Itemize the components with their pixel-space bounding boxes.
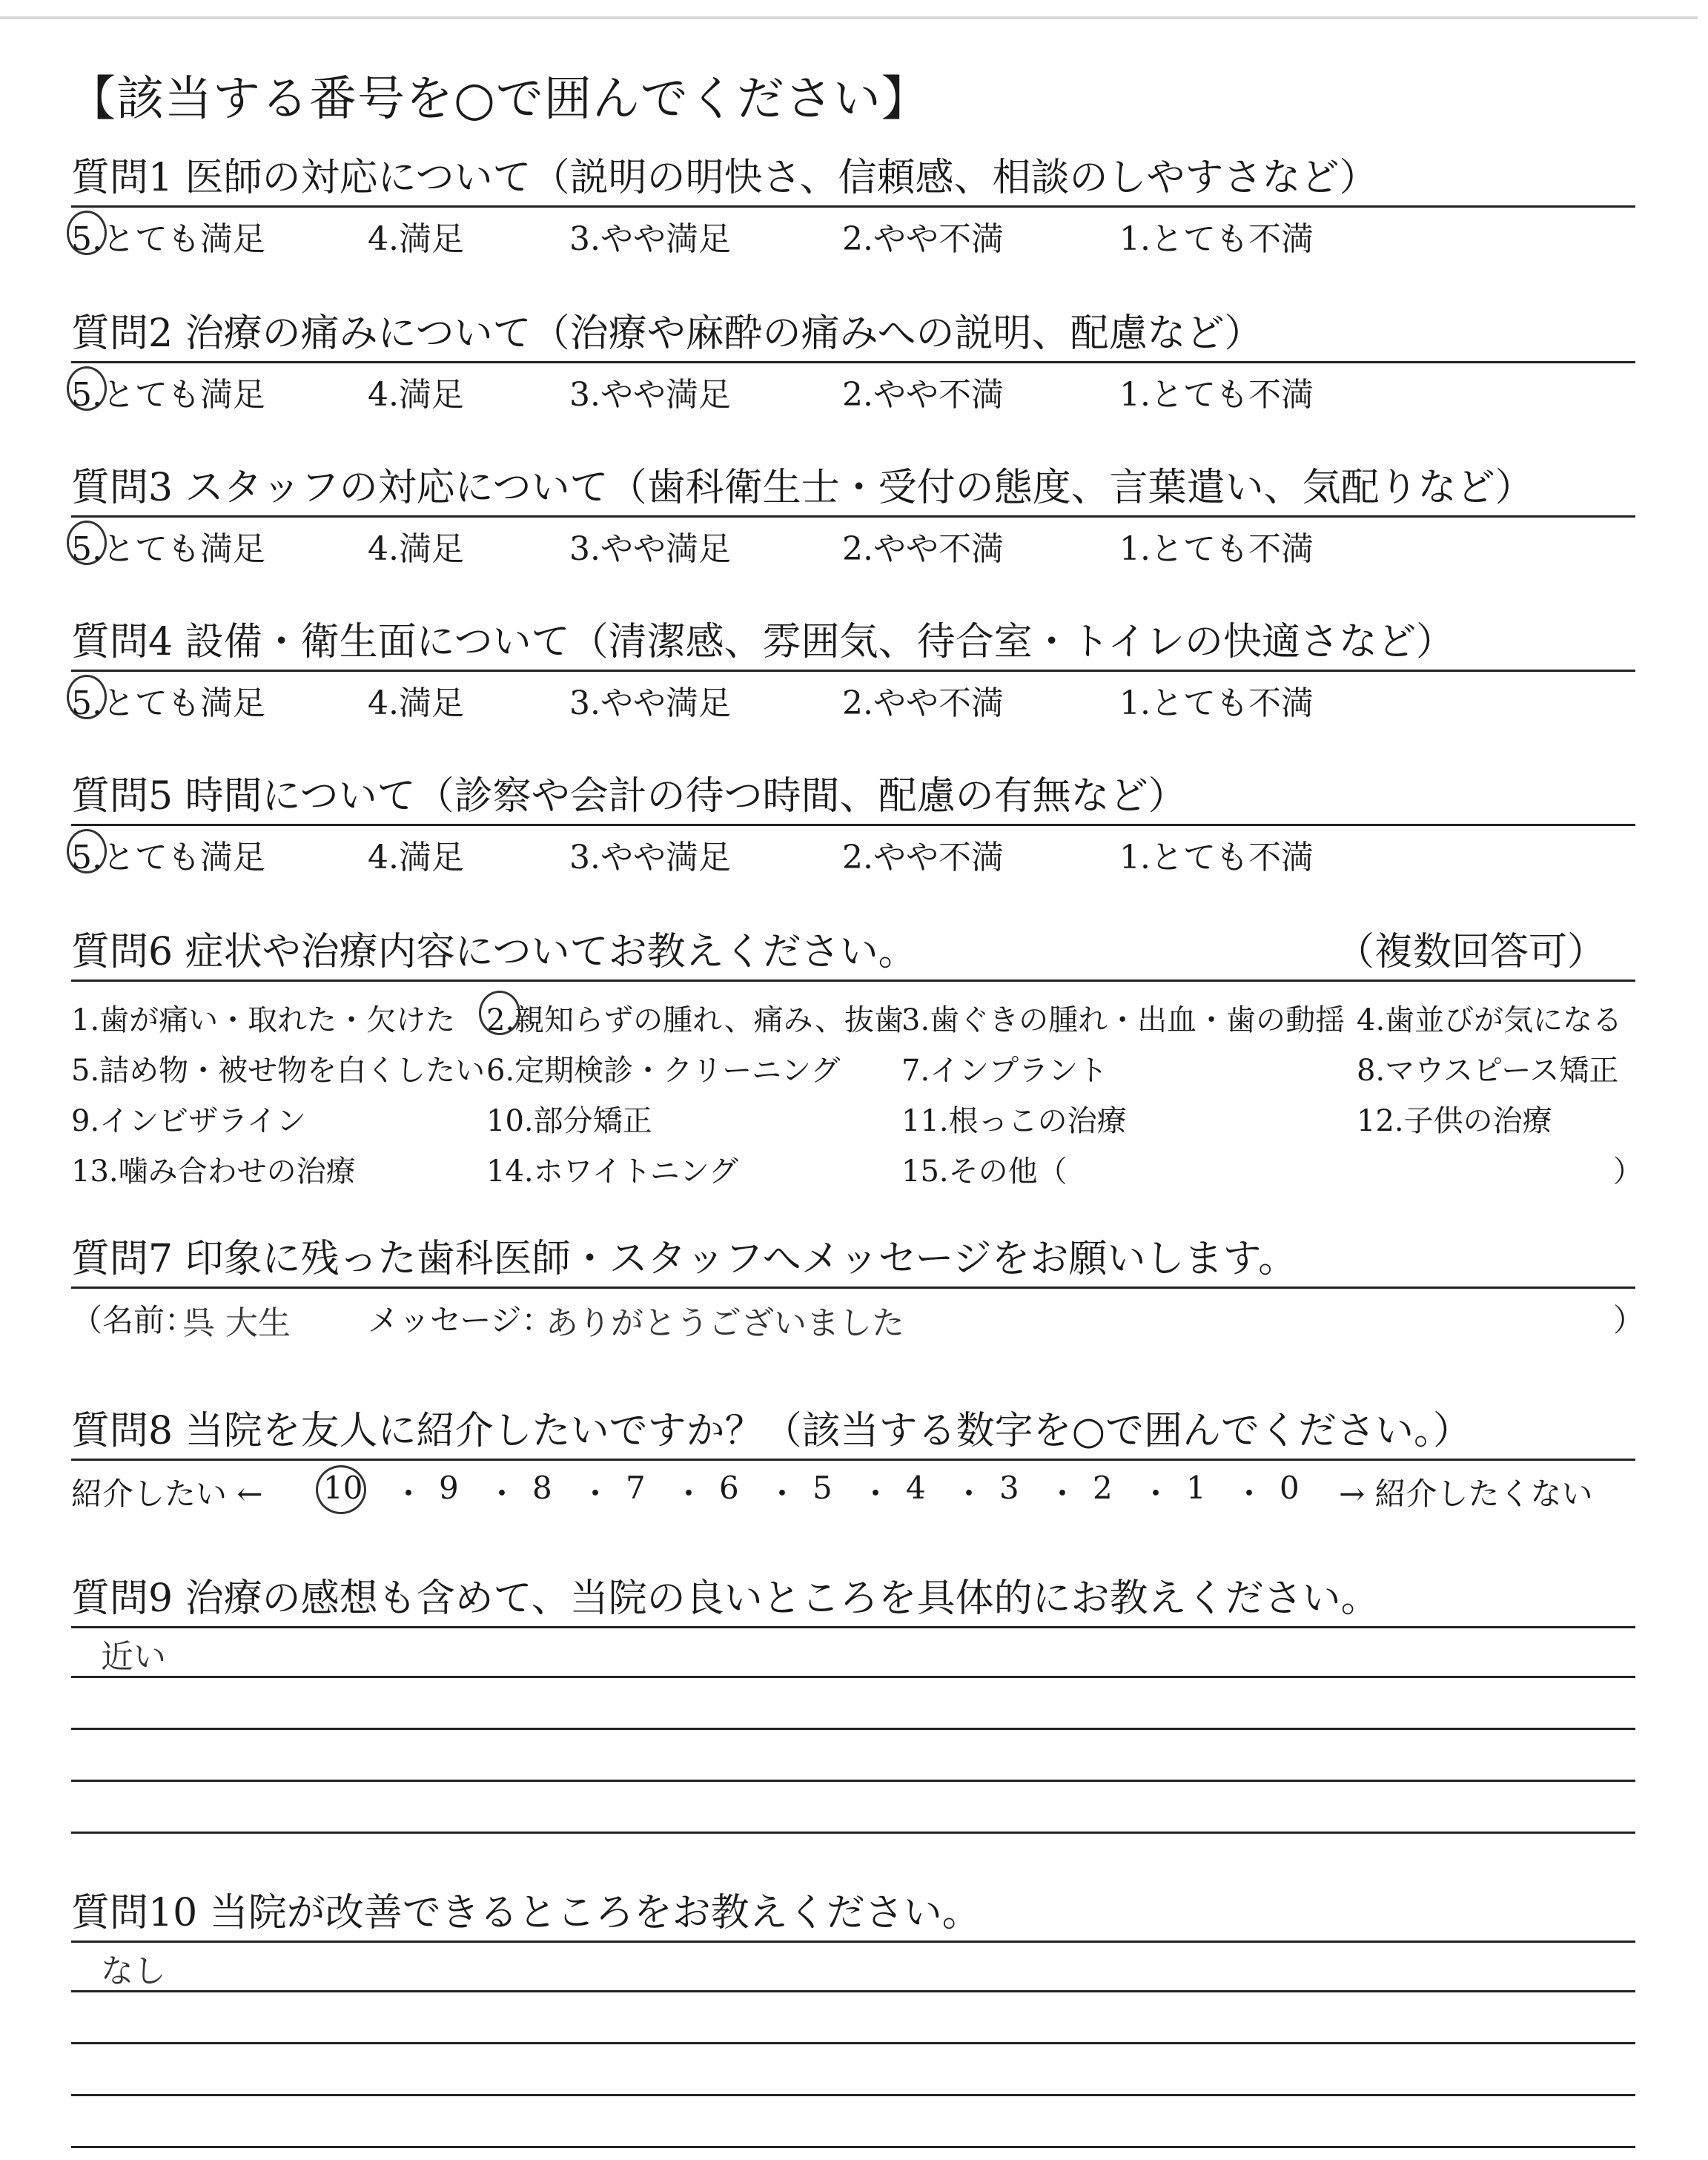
question-9-title: 質問9 治療の感想も含めて、当院の良いところを具体的にお教えください。	[71, 1576, 1380, 1621]
question-7-title: 質問7 印象に残った歯科医師・スタッフへメッセージをお願いします。	[71, 1237, 1297, 1281]
scale-value-5[interactable]: 5	[812, 1470, 833, 1506]
rating-option-3[interactable]: 3.やや満足	[569, 684, 731, 722]
question-2	[71, 304, 1635, 414]
scale-value-1[interactable]: 1	[1186, 1470, 1206, 1506]
question-4-options	[71, 672, 1635, 722]
rating-option-3[interactable]: 3.やや満足	[569, 220, 731, 258]
question-5-title: 質問5 時間について（診察や会計の待つ時間、配慮の有無など）	[71, 774, 1187, 819]
symptom-option-13[interactable]: 13.噛み合わせの治療	[71, 1155, 356, 1189]
symptom-options	[71, 982, 1643, 1189]
question-3-options	[71, 518, 1635, 568]
rating-option-3[interactable]: 3.やや満足	[569, 376, 731, 414]
question-8-title: 質問8 当院を友人に紹介したいですか？（該当する数字を○で囲んでください。）	[71, 1409, 1472, 1453]
scale-left-label: 紹介したい ←	[71, 1476, 263, 1512]
rating-option-1[interactable]: 1.とても不満	[1119, 684, 1314, 722]
rating-option-4[interactable]: 4.満足	[368, 376, 464, 414]
scale-value-0[interactable]: 0	[1280, 1470, 1300, 1506]
rating-option-2[interactable]: 2.やや不満	[842, 684, 1004, 722]
rating-option-2[interactable]: 2.やや不満	[842, 220, 1004, 258]
question-4	[71, 612, 1635, 722]
scale-value-6[interactable]: 6	[719, 1470, 739, 1506]
scale-dot: ・	[1234, 1476, 1265, 1512]
rating-option-3[interactable]: 3.やや満足	[569, 530, 731, 568]
symptom-option-10[interactable]: 10.部分矯正	[486, 1104, 652, 1138]
question-4-title: 質問4 設備・衛生面について（清潔感、雰囲気、待合室・トイレの快適さなど）	[71, 620, 1454, 664]
message-value: ありがとうございました	[546, 1304, 904, 1342]
question-2-title: 質問2 治療の痛みについて（治療や麻酔の痛みへの説明、配慮など）	[71, 311, 1263, 356]
question-5-options	[71, 826, 1635, 876]
scale-value-2[interactable]: 2	[1093, 1470, 1113, 1506]
other-close-paren: ）	[1613, 1155, 1643, 1189]
rating-option-5[interactable]: 5.とても満足	[71, 530, 265, 568]
symptom-option-1[interactable]: 1.歯が痛い・取れた・欠けた	[71, 1003, 456, 1037]
scale-value-9[interactable]: 9	[439, 1470, 459, 1506]
question-6	[71, 922, 1643, 1189]
question-8	[71, 1401, 1635, 1516]
question-9	[71, 1569, 1635, 1925]
rating-option-3[interactable]: 3.やや満足	[569, 839, 731, 876]
rating-option-5[interactable]: 5.とても満足	[71, 684, 265, 722]
form-heading: 【該当する番号を○で囲んでください】	[68, 72, 930, 127]
rating-option-5[interactable]: 5.とても満足	[71, 376, 265, 414]
scale-dot: ・	[580, 1476, 612, 1512]
question-1-options	[71, 208, 1635, 258]
message-label: メッセージ：	[368, 1302, 553, 1338]
answer-lines[interactable]	[71, 1943, 1635, 2158]
rating-option-2[interactable]: 2.やや不満	[842, 530, 1004, 568]
scale-dot: ・	[673, 1476, 705, 1512]
scale-value-8[interactable]: 8	[532, 1470, 552, 1506]
question-3	[71, 458, 1635, 568]
recommend-scale	[71, 1461, 1635, 1516]
name-label: （名前：	[71, 1302, 196, 1338]
name-value: 呉 大生	[182, 1304, 291, 1342]
answer-text: 近い	[101, 1638, 166, 1676]
question-2-options	[71, 363, 1635, 414]
scale-dot: ・	[1047, 1476, 1079, 1512]
question-1-title: 質問1 医師の対応について（説明の明快さ、信頼感、相談のしやすさなど）	[71, 156, 1378, 200]
symptom-option-5[interactable]: 5.詰め物・被せ物を白くしたい	[71, 1054, 486, 1088]
question-10	[71, 1883, 1635, 2158]
rating-option-2[interactable]: 2.やや不満	[842, 376, 1004, 414]
scale-value-3[interactable]: 3	[999, 1470, 1019, 1506]
question-5	[71, 767, 1635, 876]
message-field[interactable]	[71, 1289, 1645, 1342]
rating-option-4[interactable]: 4.満足	[368, 684, 464, 722]
scale-value-4[interactable]: 4	[906, 1470, 926, 1506]
question-7	[71, 1229, 1645, 1342]
multiple-answer-note: （複数回答可）	[1335, 930, 1606, 974]
rating-option-5[interactable]: 5.とても満足	[71, 839, 265, 876]
question-6-title: 質問6 症状や治療内容についてお教えください。	[71, 930, 917, 974]
message-close-paren: ）	[1613, 1302, 1645, 1338]
symptom-option-14[interactable]: 14.ホワイトニング	[486, 1155, 739, 1189]
symptom-option-3[interactable]: 3.歯ぐきの腫れ・出血・歯の動揺	[901, 1003, 1345, 1037]
symptom-option-2[interactable]: 2.親知らずの腫れ、痛み、抜歯	[486, 1003, 904, 1037]
rating-option-1[interactable]: 1.とても不満	[1119, 839, 1314, 876]
symptom-option-4[interactable]: 4.歯並びが気になる	[1357, 1003, 1623, 1037]
rating-option-4[interactable]: 4.満足	[368, 839, 464, 876]
rating-option-5[interactable]: 5.とても満足	[71, 220, 265, 258]
symptom-option-6[interactable]: 6.定期検診・クリーニング	[486, 1054, 841, 1088]
symptom-option-15[interactable]: 15.その他（	[901, 1155, 1068, 1189]
question-3-title: 質問3 スタッフの対応について（歯科衛生士・受付の態度、言葉遣い、気配りなど）	[71, 466, 1534, 510]
symptom-option-8[interactable]: 8.マウスピース矯正	[1357, 1054, 1619, 1088]
answer-lines[interactable]	[71, 1628, 1635, 1925]
answer-text: なし	[101, 1952, 166, 1990]
rating-option-4[interactable]: 4.満足	[368, 530, 464, 568]
scale-dot: ・	[1140, 1476, 1172, 1512]
scan-top-edge	[0, 16, 1698, 19]
symptom-option-7[interactable]: 7.インプラント	[901, 1054, 1108, 1088]
scale-value-10[interactable]: 10	[323, 1470, 363, 1506]
scale-dot: ・	[860, 1476, 892, 1512]
rating-option-1[interactable]: 1.とても不満	[1119, 376, 1314, 414]
symptom-option-9[interactable]: 9.インビザライン	[71, 1104, 306, 1138]
question-10-title: 質問10 当院が改善できるところをお教えください。	[71, 1891, 981, 1935]
scale-value-7[interactable]: 7	[626, 1470, 646, 1506]
symptom-option-12[interactable]: 12.子供の治療	[1357, 1104, 1552, 1138]
scale-dot: ・	[953, 1476, 985, 1512]
scale-dot: ・	[486, 1476, 518, 1512]
scale-right-label: → 紹介したくない	[1339, 1476, 1593, 1512]
symptom-option-11[interactable]: 11.根っこの治療	[901, 1104, 1127, 1138]
rating-option-1[interactable]: 1.とても不満	[1119, 220, 1314, 258]
scale-dot: ・	[767, 1476, 798, 1512]
scale-dot: ・	[393, 1476, 425, 1512]
question-1	[71, 148, 1635, 258]
rating-option-4[interactable]: 4.満足	[368, 220, 464, 258]
rating-option-1[interactable]: 1.とても不満	[1119, 530, 1314, 568]
rating-option-2[interactable]: 2.やや不満	[842, 839, 1004, 876]
